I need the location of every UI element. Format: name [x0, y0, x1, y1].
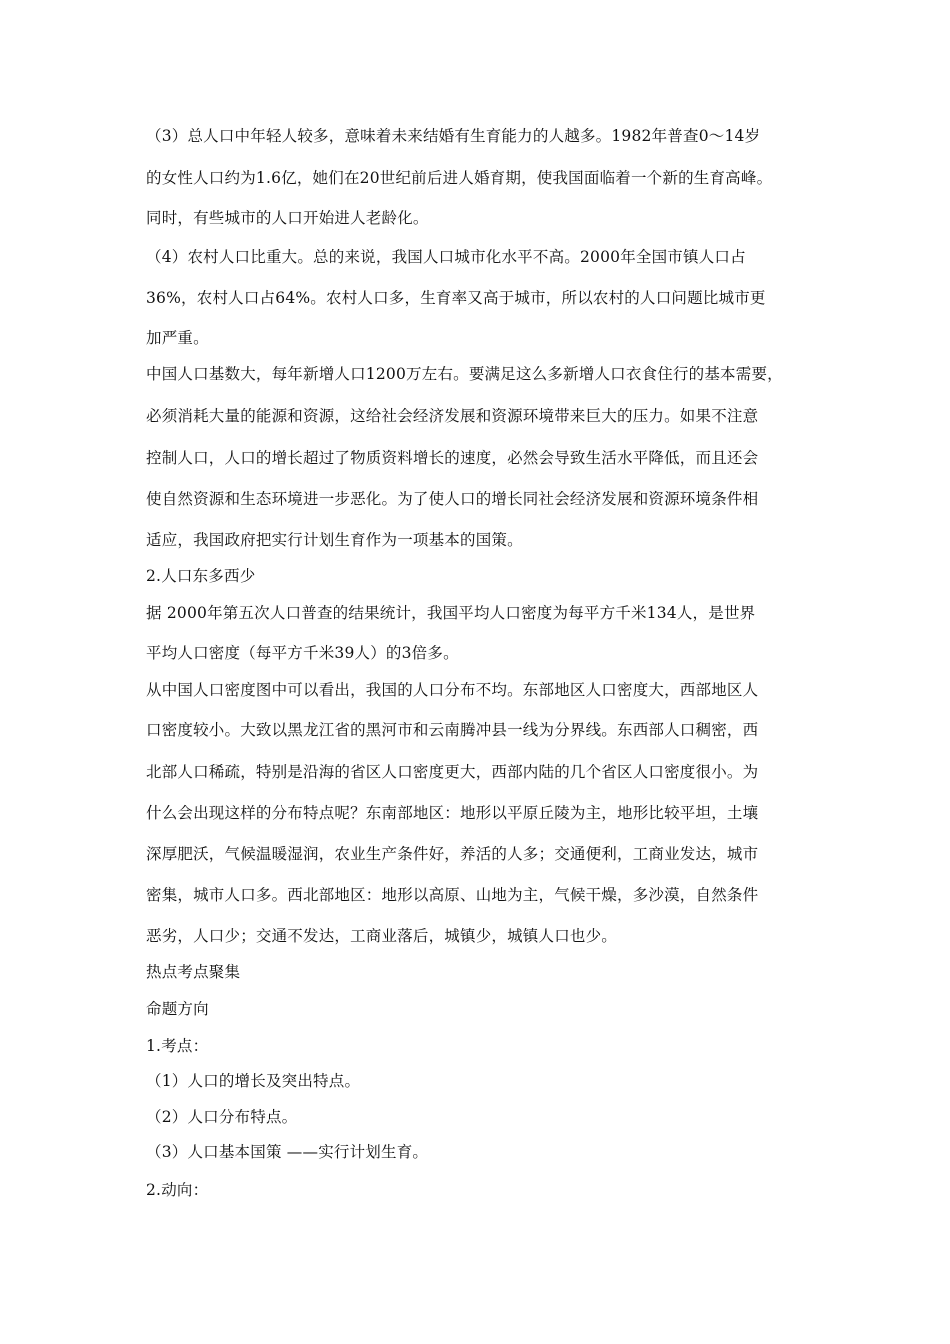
text-line: 据 2000年第五次人口普查的结果统计，我国平均人口密度为每平方千米134人，是世界 [146, 604, 756, 622]
text-line: 口密度较小。大致以黑龙江省的黑河市和云南腾冲县一线为分界线。东西部人口稠密，西 [146, 721, 759, 739]
text-line: （3）总人口中年轻人较多，意味着未来结婚有生育能力的人越多。1982年普查0～14岁 [146, 127, 761, 145]
text-line: 适应，我国政府把实行计划生育作为一项基本的国策。 [146, 531, 523, 549]
list-item: （1）人口的增长及突出特点。 [146, 1072, 361, 1090]
text-line: （4）农村人口比重大。总的来说，我国人口城市化水平不高。2000年全国市镇人口占 [146, 248, 746, 266]
text-line: 从中国人口密度图中可以看出，我国的人口分布不均。东部地区人口密度大，西部地区人 [146, 681, 759, 699]
text-line: 使自然资源和生态环境进一步恶化。为了使人口的增长同社会经济发展和资源环境条件相 [146, 490, 759, 508]
section-heading: 热点考点聚集 [146, 963, 241, 981]
text-line: 的女性人口约为1.6亿，她们在20世纪前后进人婚育期，使我国面临着一个新的生育高峰。 [146, 169, 773, 187]
list-item: （3）人口基本国策 ——实行计划生育。 [146, 1143, 429, 1161]
text-line: 2.动向： [146, 1181, 209, 1199]
section-heading: 2.人口东多西少 [146, 567, 256, 585]
text-line: 1.考点： [146, 1037, 209, 1055]
text-line: 36%，农村人口占64%。农村人口多，生育率又高于城市，所以农村的人口问题比城市更 [146, 289, 766, 307]
text-line: 什么会出现这样的分布特点呢？东南部地区：地形以平原丘陵为主，地形比较平坦，土壤 [146, 804, 759, 822]
text-line: 控制人口，人口的增长超过了物质资料增长的速度，必然会导致生活水平降低，而且还会 [146, 449, 759, 467]
text-line: 恶劣，人口少；交通不发达，工商业落后，城镇少，城镇人口也少。 [146, 927, 618, 945]
section-heading: 命题方向 [146, 1000, 209, 1018]
text-line: 加严重。 [146, 329, 209, 347]
text-line: 深厚肥沃，气候温暖湿润，农业生产条件好，养活的人多；交通便利，工商业发达，城市 [146, 845, 759, 863]
text-line: 必须消耗大量的能源和资源，这给社会经济发展和资源环境带来巨大的压力。如果不注意 [146, 407, 759, 425]
text-line: 同时，有些城市的人口开始进人老龄化。 [146, 209, 429, 227]
text-line: 平均人口密度（每平方千米39人）的3倍多。 [146, 644, 459, 662]
text-line: 中国人口基数大，每年新增人口1200万左右。要满足这么多新增人口衣食住行的基本需要， [146, 365, 783, 383]
text-line: 密集，城市人口多。西北部地区：地形以高原、山地为主，气候干燥，多沙漠，自然条件 [146, 886, 759, 904]
text-line: 北部人口稀疏，特别是沿海的省区人口密度更大，西部内陆的几个省区人口密度很小。为 [146, 763, 759, 781]
list-item: （2）人口分布特点。 [146, 1108, 298, 1126]
